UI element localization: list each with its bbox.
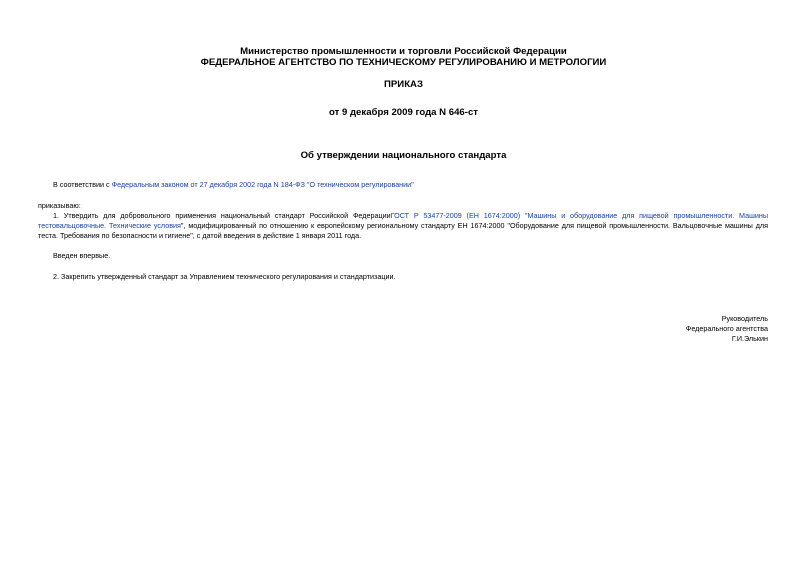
basis-prefix: В соответствии с bbox=[53, 180, 112, 189]
item-1-paragraph bbox=[38, 211, 768, 241]
document-subject: Об утверждении национального стандарта bbox=[300, 150, 507, 161]
item-1-suffix: ", модифицированный по отношению к европейскому региональному стандарту ЕН 1674:2000 "Оборудование для пищевой промышленности. Вальцовочные машины для теста. Требования по безопасности и гигиене", с датой введения в действие 1 января 2011 года. bbox=[38, 221, 768, 240]
document-date-number: от 9 декабря 2009 года N 646-ст bbox=[328, 107, 478, 118]
item-1-prefix: 1. Утвердить для добровольного применения национальный стандарт Российской Федерации bbox=[53, 211, 391, 220]
ministry-title: Министерство промышленности и торговли Российской Федерации bbox=[240, 46, 567, 57]
signature-name: Г.И.Элькин bbox=[731, 334, 768, 343]
introduced-note: Введен впервые. bbox=[53, 251, 111, 260]
document-type: ПРИКАЗ bbox=[384, 79, 423, 90]
signature-role: Руководитель bbox=[721, 314, 768, 323]
gost-standard-link[interactable]: ГОСТ Р 53477-2009 (ЕН 1674:2000) "Машины и оборудование для пищевой промышленности. Машины тестовальцовочные. Технические условия bbox=[38, 211, 768, 230]
basis-paragraph bbox=[53, 180, 414, 190]
signature-org: Федерального агентства bbox=[685, 324, 768, 333]
federal-law-link[interactable]: Федеральным законом от 27 декабря 2002 года N 184-ФЗ "О техническом регулировании" bbox=[111, 180, 414, 189]
order-word: приказываю: bbox=[38, 201, 81, 210]
item-2-paragraph: 2. Закрепить утвержденный стандарт за Управлением технического регулирования и стандартизации. bbox=[53, 272, 396, 281]
agency-title: ФЕДЕРАЛЬНОЕ АГЕНТСТВО ПО ТЕХНИЧЕСКОМУ РЕГУЛИРОВАНИЮ И МЕТРОЛОГИИ bbox=[200, 57, 607, 68]
